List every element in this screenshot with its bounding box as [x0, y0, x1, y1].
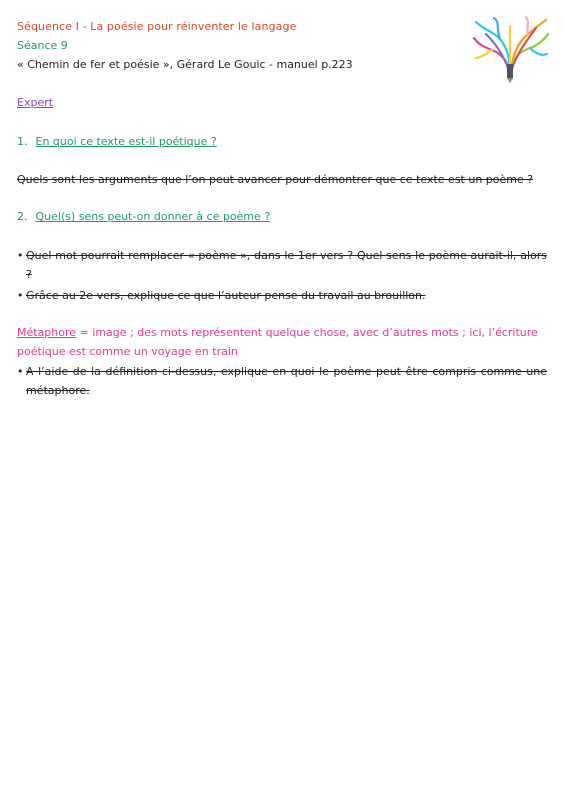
question-2-text: Quel(s) sens peut-on donner à ce poème ?	[35, 210, 271, 223]
metaphor-definition-text: = image ; des mots représentent quelque chose, avec d’autres mots ; ici, l’écriture poétique est comme un voyage en train	[17, 326, 538, 358]
bullet-icon: •	[17, 365, 24, 378]
list-item	[17, 362, 547, 400]
question-1-task: Quels sont les arguments que l’on peut avancer pour démontrer que ce texte est un poème ?	[17, 173, 534, 186]
level-label-expert[interactable]: Expert	[17, 96, 54, 109]
lesson-subtitle: « Chemin de fer et poésie », Gérard Le Gouic - manuel p.223	[17, 58, 353, 71]
bullet-icon: •	[17, 289, 24, 302]
list-item	[17, 286, 547, 305]
bullet-icon: •	[17, 249, 24, 262]
question-2	[17, 210, 270, 223]
seance-number: Séance 9	[17, 39, 68, 52]
question-1	[17, 135, 217, 148]
question-2-bullet-1: Quel mot pourrait remplacer « poème », dans le 1er vers ? Quel sens le poème aurait-il, alors ?	[26, 249, 547, 281]
metaphor-bullet: A l’aide de la définition ci-dessus, explique en quoi le poème peut être compris comme une métaphore.	[26, 365, 547, 397]
question-1-text: En quoi ce texte est-il poétique ?	[35, 135, 217, 148]
metaphor-definition	[17, 323, 549, 361]
list-item	[17, 246, 547, 284]
question-1-number: 1.	[17, 135, 28, 148]
question-2-bullet-2: Grâce au 2e vers, explique ce que l’auteur pense du travail au brouillon.	[26, 289, 426, 302]
colorful-tree-pencil-icon	[470, 14, 550, 84]
question-2-number: 2.	[17, 210, 28, 223]
metaphor-term: Métaphore	[17, 326, 77, 339]
sequence-title: Séquence I - La poésie pour réinventer le langage	[17, 20, 297, 33]
